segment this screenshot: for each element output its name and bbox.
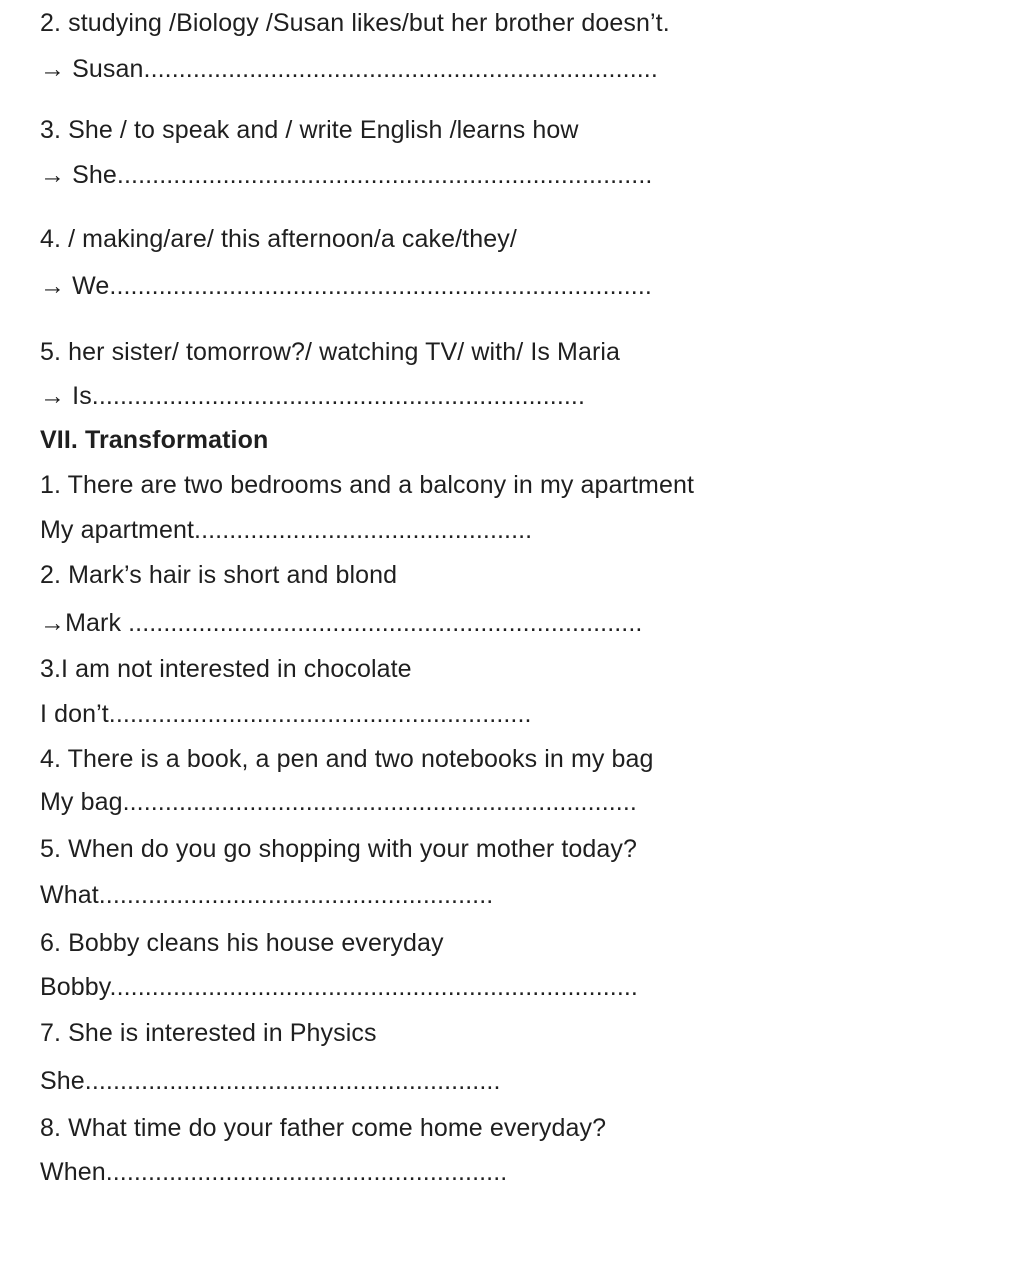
exercise-vi-4-prompt: 4. / making/are/ this afternoon/a cake/they/ bbox=[40, 225, 517, 253]
exercise-vii-5-answer-line: What........................................................ bbox=[40, 881, 494, 909]
exercise-vii-8-answer-line: When......................................................... bbox=[40, 1158, 508, 1186]
exercise-vii-8-prompt: 8. What time do your father come home everyday? bbox=[40, 1114, 607, 1142]
section-vii-heading: VII. Transformation bbox=[40, 426, 269, 454]
exercise-vii-7-prompt: 7. She is interested in Physics bbox=[40, 1019, 377, 1047]
exercise-vii-1-answer-line: My apartment................................................ bbox=[40, 516, 533, 544]
exercise-vi-2-answer-line: → Susan......................................................................... bbox=[40, 55, 658, 83]
exercise-vii-4-answer-line: My bag......................................................................... bbox=[40, 788, 637, 816]
exercise-vii-3-answer-line: I don’t............................................................ bbox=[40, 700, 532, 728]
exercise-vii-7-answer-line: She........................................................... bbox=[40, 1067, 501, 1095]
exercise-vii-2-prompt: 2. Mark’s hair is short and blond bbox=[40, 561, 398, 589]
exercise-vi-2-prompt: 2. studying /Biology /Susan likes/but her brother doesn’t. bbox=[40, 9, 670, 37]
exercise-vii-6-prompt: 6. Bobby cleans his house everyday bbox=[40, 929, 444, 957]
exercise-vii-3-prompt: 3.I am not interested in chocolate bbox=[40, 655, 412, 683]
exercise-vi-5-answer-line: → Is...................................................................... bbox=[40, 382, 585, 410]
exercise-vii-4-prompt: 4. There is a book, a pen and two notebooks in my bag bbox=[40, 745, 654, 773]
exercise-vii-2-answer-line: →Mark ......................................................................... bbox=[40, 609, 643, 637]
exercise-vi-3-answer-line: → She............................................................................ bbox=[40, 161, 653, 189]
exercise-vii-5-prompt: 5. When do you go shopping with your mother today? bbox=[40, 835, 638, 863]
exercise-vii-6-answer-line: Bobby........................................................................... bbox=[40, 973, 638, 1001]
exercise-vii-1-prompt: 1. There are two bedrooms and a balcony in my apartment bbox=[40, 471, 694, 499]
exercise-vi-4-answer-line: → We............................................................................. bbox=[40, 272, 652, 300]
exercise-vi-3-prompt: 3. She / to speak and / write English /learns how bbox=[40, 116, 579, 144]
exercise-vi-5-prompt: 5. her sister/ tomorrow?/ watching TV/ with/ Is Maria bbox=[40, 338, 621, 366]
